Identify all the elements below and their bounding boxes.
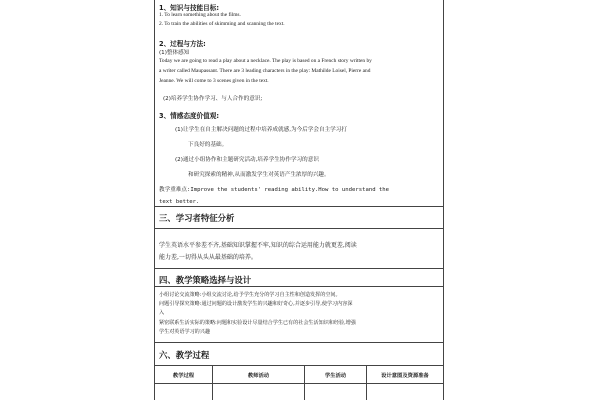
learner-text-line: 能力差,一切得从头从最基础的培养。 <box>159 254 257 261</box>
strategy-text-line: 小组讨论交流策略:小组交流讨论,给予学生充分的学习自主性和创造发挥的空间。 <box>159 292 341 298</box>
column-header: 学生活动 <box>305 366 367 400</box>
strategy-body <box>155 286 443 342</box>
learner-text-line: 学生英语水平参差不齐,基础知识掌握不牢,知识的综合运用能力就更差,阅读 <box>159 242 357 249</box>
process-title-row <box>155 342 443 365</box>
objective-item: 2. To train the abilities of skimming and scanning the text. <box>159 21 285 27</box>
key-points-line: 教学重难点:Improve the students' reading ability.How to understand the <box>159 187 390 193</box>
attitude-item: (1)让学生在自主解决问题的过程中培养成就感,为今后学会自主学习打 <box>175 127 347 133</box>
objectives-heading: 1、知识与技能目标: <box>159 4 219 12</box>
objective-item: 1. To learn something about the films. <box>159 12 241 18</box>
attitude-item: 和研究探索的精神,从而激发学生对英语产生浓厚的兴趣。 <box>188 172 330 178</box>
process-table <box>155 365 443 400</box>
process-method-heading: 2、过程与方法: <box>159 40 206 48</box>
strategy-text-line: 学生对英语学习的兴趣 <box>159 329 210 335</box>
strategy-title-row <box>155 268 443 286</box>
strategy-text-line: 问题引导探究策略:通过问题的设计激发学生的兴趣和好奇心,并逐步引导,使学习内容深 <box>159 301 353 307</box>
column-header: 设计意图及资源准备 <box>381 373 429 379</box>
intro-paragraph-line: Today we are going to read a play about a necklace. The play is based on a French story written by <box>159 58 372 64</box>
attitude-heading: 3、情感态度价值观: <box>159 112 219 120</box>
lesson-plan-page <box>154 0 444 400</box>
learner-title: 三、学习者特征分析 <box>159 213 235 223</box>
table-row-divider <box>155 383 443 384</box>
column-header: 教师活动 <box>213 366 305 400</box>
intro-paragraph-line: Jeanne. We will come to 3 scenes given in the text. <box>159 78 269 84</box>
strategy-text-line: 入 <box>159 310 165 316</box>
column-header: 教学过程 <box>155 366 213 400</box>
intro-paragraph-line: a writer called Maupassant. There are 3 leading characters in the play: Mathilde Loisel, Pierre and <box>159 68 371 74</box>
process-title: 六、教学过程 <box>159 350 210 360</box>
attitude-item: 下良好的基础。 <box>188 142 228 148</box>
process-subheading: (2)培养学生协作学习、与人合作的意识; <box>163 96 263 102</box>
learner-body <box>155 228 443 268</box>
key-points-line: text better. <box>159 199 200 205</box>
learner-title-row <box>155 206 443 228</box>
strategy-title: 四、教学策略选择与设计 <box>159 275 252 285</box>
attitude-item: (2)通过小组协作和主题研究活动,培养学生协作学习的意识 <box>175 157 319 163</box>
process-subheading: (1)整体感知 <box>159 50 190 56</box>
strategy-text-line: 紧密联系生活实际的策略:问题和实验设计尽量结合学生已有的社会生活知识和经验,增强 <box>159 320 356 326</box>
